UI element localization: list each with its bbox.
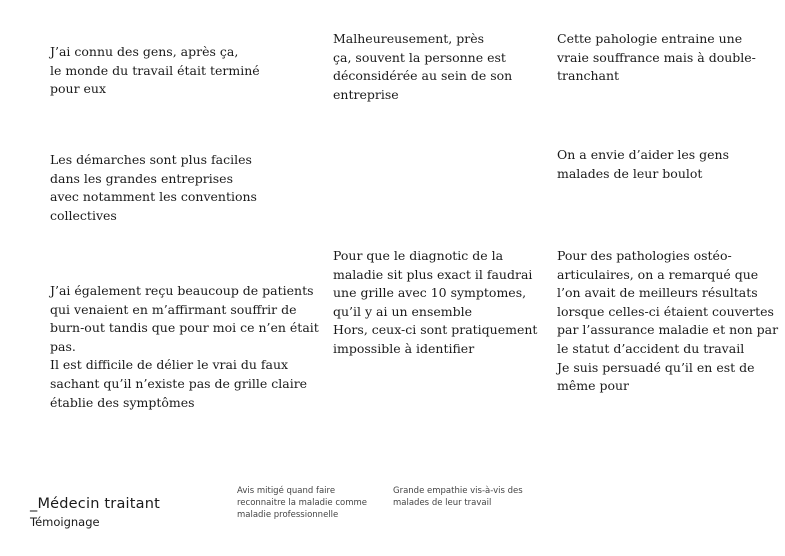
quote-large-companies: Les démarches sont plus faciles dans les grandes entreprises avec notamment les conventions collectives — [50, 152, 257, 223]
note-empathy: Grande empathie vis-à-vis des malades de leur travail — [393, 486, 523, 508]
quote-osteo-pathologies: Pour des pathologies ostéo- articulaires, on a remarqué que l’on avait de meilleurs résultats lorsque celles-ci étaient couvertes par l’assurance maladie et non par le statut d’accident du travail Je suis persuadé qu’il en est de même pour — [557, 248, 779, 394]
quote-burnout-patients: J’ai également reçu beaucoup de patients qui venaient en m’affirmant souffrir de burn-out tandis que pour moi ce n’en était pas. Il est difficile de délier le vrai du faux sachant qu’il n’existe pas de grille claire établie des symptômes — [50, 283, 319, 410]
quote-diagnostic-grid: Pour que le diagnotic de la maladie sit plus exact il faudrai une grille avec 10 symptomes, qu’il y ai un ensemble Hors, ceux-ci sont pratiquement impossible à identifier — [333, 248, 538, 356]
quote-discredited: Malheureusement, près ça, souvent la personne est déconsidérée au sein de son entreprise — [333, 31, 513, 102]
page-title: _Médecin traitant — [30, 496, 161, 512]
quote-help-patients: On a envie d’aider les gens malades de leur boulot — [557, 147, 729, 181]
quote-suffering: Cette pahologie entraine une vraie souffrance mais à double- tranchant — [557, 31, 756, 84]
note-mixed-opinion: Avis mitigé quand faire reconnaitre la maladie comme maladie professionnelle — [237, 486, 368, 520]
page-subtitle: Témoignage — [30, 515, 100, 529]
quote-career-ended: J’ai connu des gens, après ça, le monde du travail était terminé pour eux — [50, 44, 260, 97]
